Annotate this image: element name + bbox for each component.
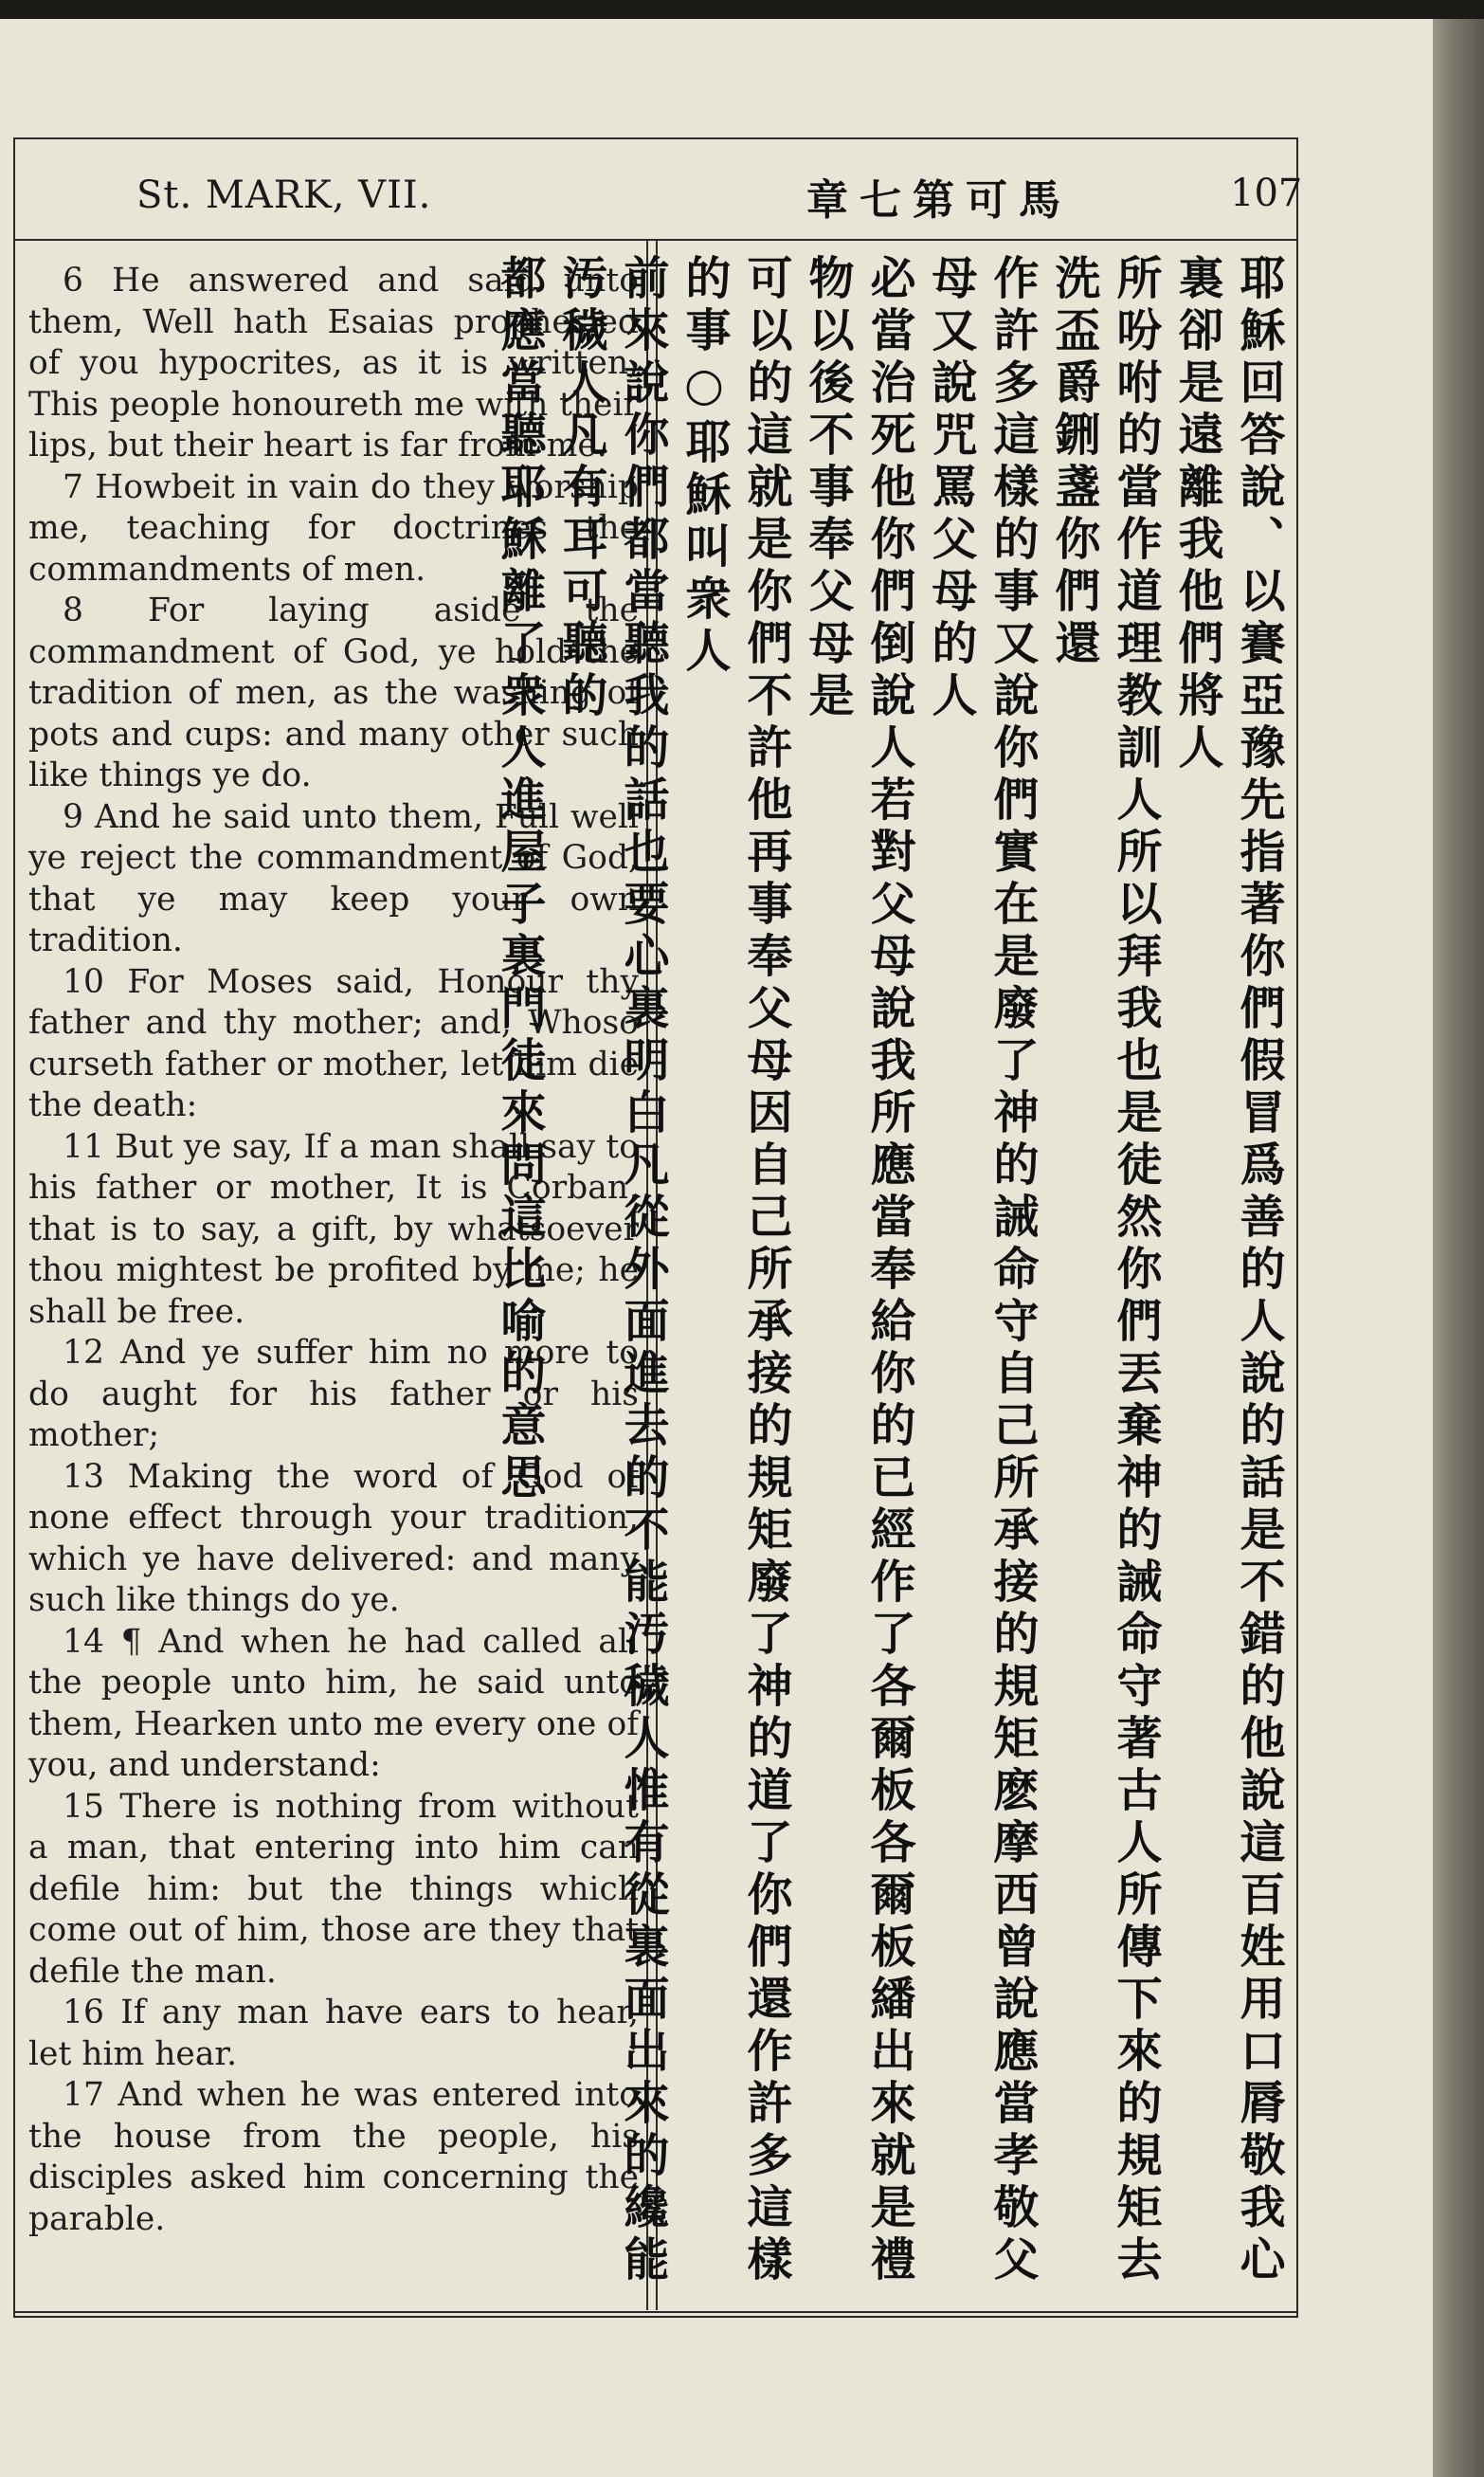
verse: 12 And ye suffer him no more to do aught for his father or his mother; xyxy=(28,1334,639,1454)
bottom-rule xyxy=(13,2311,1298,2313)
verse: 6 He answered and said unto them, Well hath Esaias prophesied of you hypocrites, as it is written, This people honoureth me with their lips, but their heart is far from me. xyxy=(28,262,639,464)
verse: 11 But ye say, If a man shall say to his father or mother, It is Corban, that is to say, a gift, by whatsoever thou mightest be profited by me; he shall be free. xyxy=(28,1127,639,1331)
verse: 13 Making the word of God of none effect through your tradition, which ye have delivered: and many such like things do ye. xyxy=(28,1457,639,1619)
chinese-column xyxy=(493,254,1289,2292)
running-header xyxy=(15,139,1303,241)
verse: 10 For Moses said, Honour thy father and thy mother; and, Whoso curseth father or mother, let him die the death: xyxy=(28,962,639,1124)
chinese-line: 前來說你們都當聽我的話也要心裏明白凡從外面進去的不能汚穢人惟有從裏面出來的纔能汚穢人凡有耳可聽的 xyxy=(554,254,669,2287)
chinese-line: 作許多這樣的事又說你們實在是廢了神的誡命守自己所承接的規矩麽摩西曾說應當孝敬父母又說咒罵父母的人 xyxy=(924,254,1039,2287)
header-chinese-title: 章七第可馬 xyxy=(806,176,1072,225)
verse: 17 And when he was entered into the house from the people, his disciples asked him concerning the parable. xyxy=(28,2076,639,2238)
verse: 14 ¶ And when he had called all the people unto him, he said unto them, Hearken unto me every one of you, and understand: xyxy=(28,1622,639,1784)
verse: 7 Howbeit in vain do they worship me, teaching for doctrines the commandments of men. xyxy=(28,467,639,589)
chinese-line: 耶穌回答說、以賽亞豫先指著你們假冒爲善的人說的話是不錯的他說這百姓用口脣敬我心裏卻是遠離我他們將人 xyxy=(1170,254,1285,2287)
verse: 8 For laying aside the commandment of God, ye hold the tradition of men, as the washing of pots and cups: and many other such like things ye do. xyxy=(28,592,639,794)
verse: 9 And he said unto them, Full well ye reject the commandment of God, that ye may keep your own tradition. xyxy=(28,797,639,959)
verse: 15 There is nothing from without a man, that entering into him can defile him: but the things which come out of him, those are they that defile the man. xyxy=(28,1787,639,1991)
chinese-line: 必當治死他你們倒說人若對父母說我所應當奉給你的已經作了各爾板各爾板繙出來就是禮物以後不事奉父母是 xyxy=(801,254,915,2287)
chinese-line: 所吩咐的當作道理教訓人所以拜我也是徒然你們丟棄神的誡命守著古人所傳下來的規矩去洗盃爵鉶盞你們還 xyxy=(1047,254,1162,2287)
header-title: St. MARK, VII. xyxy=(136,173,432,217)
page-number: 107 xyxy=(1230,172,1303,215)
chinese-line: 都應當聽耶穌離了衆人進屋子裏門徒來問這比喻的意思 xyxy=(493,254,546,1505)
page-edge xyxy=(1433,19,1484,2477)
verse: 16 If any man have ears to hear, let him hear. xyxy=(28,1994,639,2073)
chinese-line: 可以的這就是你們不許他再事奉父母因自己所承接的規矩廢了神的道了你們還作許多這樣的事○耶穌叫衆人 xyxy=(678,254,792,2287)
